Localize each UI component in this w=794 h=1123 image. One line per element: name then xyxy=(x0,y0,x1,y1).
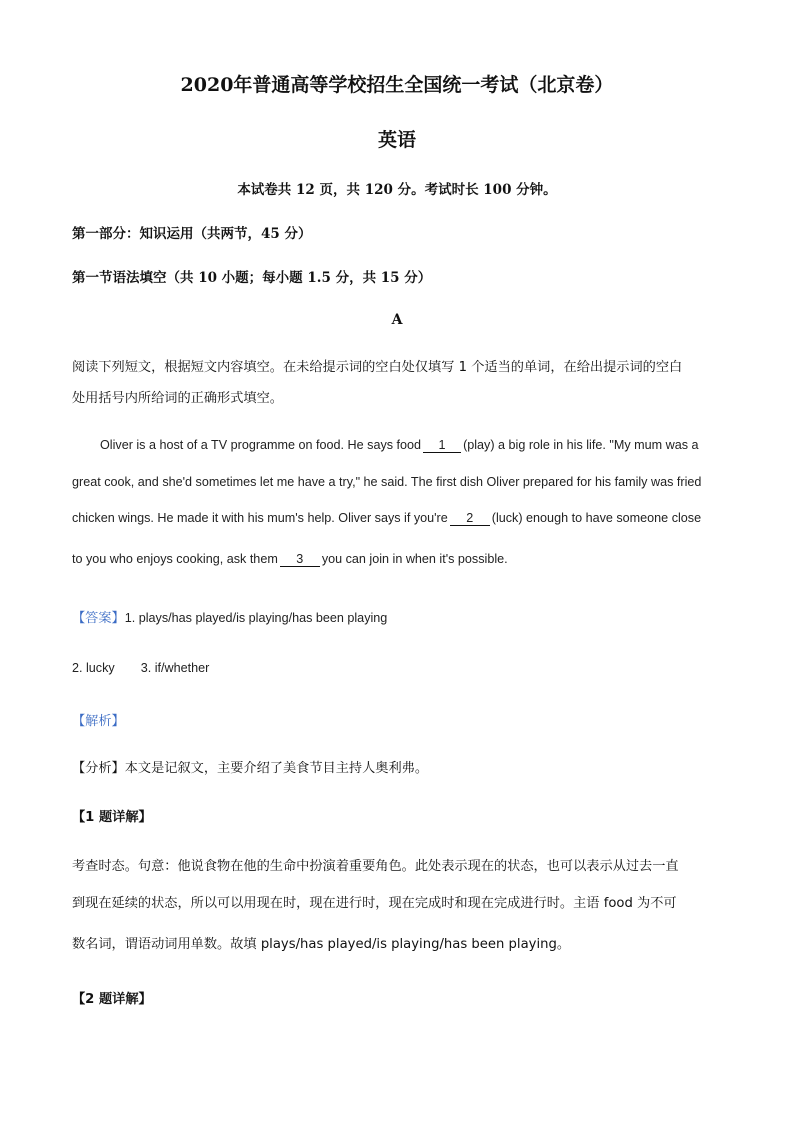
section1-heading: 第一节语法填空（共 10 小题；每小题 1.5 分，共 15 分） xyxy=(72,270,432,286)
passage-text: (play) a big role in his life. "My mum was a xyxy=(463,438,699,452)
section-label-a: A xyxy=(391,312,403,328)
blank-3: 3 xyxy=(280,552,320,567)
passage-text: Oliver is a host of a TV programme on food. He says food xyxy=(100,438,422,452)
q1-line-1: 考查时态。句意：他说食物在他的生命中扮演着重要角色。此处表示现在的状态，也可以表示从过去一直 xyxy=(72,859,679,874)
passage-line-1 xyxy=(100,438,699,453)
blank-2: 2 xyxy=(450,511,490,526)
answer-1: 1. plays/has played/is playing/has been playing xyxy=(124,611,388,625)
q2-heading: 【2 题详解】 xyxy=(72,992,152,1007)
q1-heading: 【1 题详解】 xyxy=(72,810,152,825)
passage-line-4 xyxy=(72,552,508,567)
answer-line-1 xyxy=(72,607,387,626)
summary-label: 【分析】 xyxy=(72,761,125,776)
passage-text: (luck) enough to have someone close xyxy=(491,511,702,525)
answer-label: 【答案】 xyxy=(72,611,125,626)
answer-3: 3. if/whether xyxy=(140,661,210,675)
analysis-label: 【解析】 xyxy=(72,714,125,729)
passage-text: you can join in when it's possible. xyxy=(321,552,508,566)
instructions-line-1: 阅读下列短文，根据短文内容填空。在未给提示词的空白处仅填写 1 个适当的单词，在给出提示词的空白 xyxy=(72,360,683,375)
q1-line-2: 到现在延续的状态，所以可以用现在时，现在进行时，现在完成时和现在完成进行时。主语 food 为不可 xyxy=(72,896,677,911)
blank-1: 1 xyxy=(423,438,461,453)
passage-line-2: great cook, and she'd sometimes let me have a try," he said. The first dish Oliver prepared for his family was fried xyxy=(72,475,702,489)
summary-text: 本文是记叙文，主要介绍了美食节目主持人奥利弗。 xyxy=(124,761,429,776)
q1-line-3: 数名词，谓语动词用单数。故填 plays/has played/is playing/has been playing。 xyxy=(72,937,571,952)
part1-heading: 第一部分：知识运用（共两节，45 分） xyxy=(72,226,312,242)
passage-text: to you who enjoys cooking, ask them xyxy=(72,552,278,566)
answer-line-2 xyxy=(72,661,209,675)
exam-info: 本试卷共 12 页，共 120 分。考试时长 100 分钟。 xyxy=(237,182,557,198)
summary-line xyxy=(72,757,428,776)
exam-title: 2020年普通高等学校招生全国统一考试（北京卷） xyxy=(180,74,614,96)
instructions-line-2: 处用括号内所给词的正确形式填空。 xyxy=(72,391,283,406)
passage-line-3 xyxy=(72,511,701,526)
answer-2: 2. lucky xyxy=(72,661,115,675)
passage-text: chicken wings. He made it with his mum's help. Oliver says if you're xyxy=(72,511,448,525)
subject-title: 英语 xyxy=(377,129,416,151)
